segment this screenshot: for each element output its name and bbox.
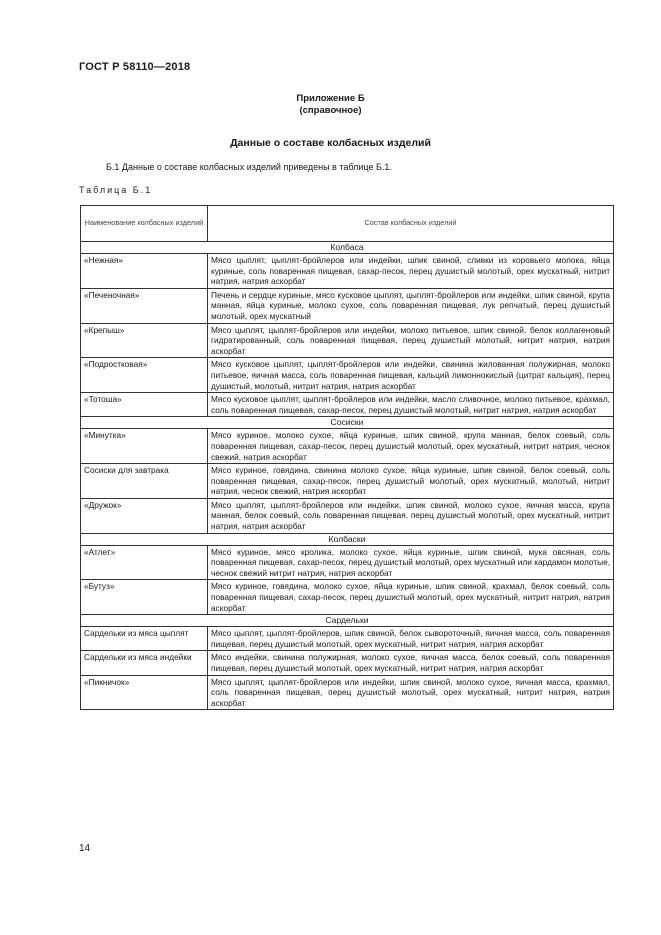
product-name-cell: «Минутка» <box>81 429 208 464</box>
product-name-cell: «Бутуз» <box>81 580 208 615</box>
table-row <box>81 498 614 533</box>
category-row <box>81 615 614 627</box>
composition-cell: Мясо цыплят, цыплят-бройлеров или индейки, шпик свиной, молоко сухое, яичная масса, крупа манная, белок соевый, соль поваренная пищевая, перец душистый молотый, орех мускатный, нитрит натрия, натрия аскорбат <box>208 498 614 533</box>
table-row <box>81 323 614 358</box>
table-row <box>81 464 614 499</box>
category-label: Сосиски <box>81 417 614 429</box>
composition-cell: Мясо цыплят, цыплят-бройлеров или индейки, шпик свиной, сливки из коровьего молока, яйца куриные, соль поваренная пищевая, сахар-песок, перец душистый молотый, орех мускатный, нитрит натрия, натрия аскорбат <box>208 254 614 289</box>
category-label: Колбаски <box>81 533 614 545</box>
product-name-cell: «Нежная» <box>81 254 208 289</box>
composition-cell: Мясо индейки, свинина полужирная, молоко сухое, яичная масса, белок соевый, соль поваренная пищевая, перец душистый молотый, орех мускатный, нитрит натрия, натрия аскорбат <box>208 651 614 675</box>
product-name-cell: «Крепыш» <box>81 323 208 358</box>
appendix-heading <box>0 93 661 117</box>
table-row <box>81 545 614 580</box>
category-row <box>81 242 614 254</box>
composition-cell: Мясо цыплят, цыплят-бройлеров или индейки, молоко питьевое, шпик свиной, белок коллагеновый гидратированный, соль поваренная пищевая, перец душистый молотый, нитрит натрия, натрия аскорбат <box>208 323 614 358</box>
table-row <box>81 429 614 464</box>
product-name-cell: «Дружок» <box>81 498 208 533</box>
composition-cell: Мясо цыплят, цыплят-бройлеров или индейки, шпик свиной, молоко сухое, яичная масса, крахмал, соль поваренная пищевая, перец душистый молотый, орех мускатный, нитрит натрия, натрия аскорбат <box>208 675 614 710</box>
table-row <box>81 254 614 289</box>
composition-cell: Мясо куриное, мясо кролика, молоко сухое, яйца куриные, шпик свиной, мука овсяная, соль поваренная пищевая, сахар-песок, перец душистый молотый, орех мускатный или кардамон молотые, чеснок свежий нитрит натрия, натрия аскорбат <box>208 545 614 580</box>
category-row <box>81 533 614 545</box>
product-name-cell: «Пикничок» <box>81 675 208 710</box>
composition-table <box>80 205 614 710</box>
table-header-row <box>81 206 614 242</box>
composition-cell: Мясо кусковое цыплят, цыплят-бройлеров или индейки, свинина жилованная полужирная, молоко питьевое, яичная масса, соль поваренная пищевая, кальций лимоннокислый (цитрат кальция), перец душистый, молотый, нитрит натрия, натрия аскорбат <box>208 358 614 393</box>
product-name-cell: Сардельки из мяса индейки <box>81 651 208 675</box>
product-name-cell: «Печеночная» <box>81 288 208 323</box>
product-name-cell: «Тотоша» <box>81 393 208 417</box>
category-label: Колбаса <box>81 242 614 254</box>
composition-cell: Печень и сердце куриные, мясо кусковое цыплят, цыплят-бройлеров или индейки, шпик свиной, крупа манная, яйца куриные, молоко сухое, соль поваренная пищевая, лук репчатый, перец душистый молотый, орех мускатный <box>208 288 614 323</box>
table-row <box>81 358 614 393</box>
product-name-cell: «Подростковая» <box>81 358 208 393</box>
appendix-subtitle: (справочное) <box>299 105 362 116</box>
table-row <box>81 393 614 417</box>
category-label: Сардельки <box>81 615 614 627</box>
table-row <box>81 651 614 675</box>
table-caption: Таблица Б.1 <box>79 185 153 195</box>
appendix-title: Приложение Б <box>296 93 365 104</box>
document-code: ГОСТ Р 58110—2018 <box>79 61 191 73</box>
composition-cell: Мясо куриное, молоко сухое, яйца куриные, шпик свиной, крупа манная, белок соевый, соль поваренная пищевая, сахар-песок, перец душистый молотый, орех мускатный, нитрит натрия, чеснок свежий, натрия аскорбат <box>208 429 614 464</box>
table-row <box>81 627 614 651</box>
composition-cell: Мясо кусковое цыплят, цыплят-бройлеров или индейки, масло сливочное, молоко питьевое, крахмал, соль поваренная пищевая, сахар-песок, перец душистый молотый, нитрит натрия, натрия аскорбат <box>208 393 614 417</box>
table-row <box>81 288 614 323</box>
product-name-cell: «Атлет» <box>81 545 208 580</box>
section-title: Данные о составе колбасных изделий <box>230 137 431 149</box>
table-row <box>81 675 614 710</box>
composition-cell: Мясо куриное, говядина, свинина молоко сухое, яйца куриные, шпик свиной, белок соевый, соль поваренная пищевая, сахар-песок, перец душистый молотый, орех мускатный, молотый, нитрит натрия, чеснок свежий, натрия аскорбат <box>208 464 614 499</box>
page-number: 14 <box>79 843 91 854</box>
intro-paragraph: Б.1 Данные о составе колбасных изделий приведены в таблице Б.1. <box>106 162 392 172</box>
product-name-cell: Сосиски для завтрака <box>81 464 208 499</box>
composition-cell: Мясо цыплят, цыплят-бройлеров, шпик свиной, белок сывороточный, яичная масса, соль поваренная пищевая, перец душистый молотый, орех мускатный, нитрит натрия, натрия аскорбат <box>208 627 614 651</box>
header-composition: Состав колбасных изделий <box>208 206 614 242</box>
table-row <box>81 580 614 615</box>
product-name-cell: Сардельки из мяса цыплят <box>81 627 208 651</box>
category-row <box>81 417 614 429</box>
header-product-name: Наименование колбасных изделий <box>81 206 208 242</box>
composition-cell: Мясо куриное, говядина, молоко сухое, яйца куриные, шпик свиной, крахмал, белок соевый, соль поваренная пищевая, сахар-песок, перец душистый молотый, орех мускатный, нитрит натрия, натрия аскорбат <box>208 580 614 615</box>
